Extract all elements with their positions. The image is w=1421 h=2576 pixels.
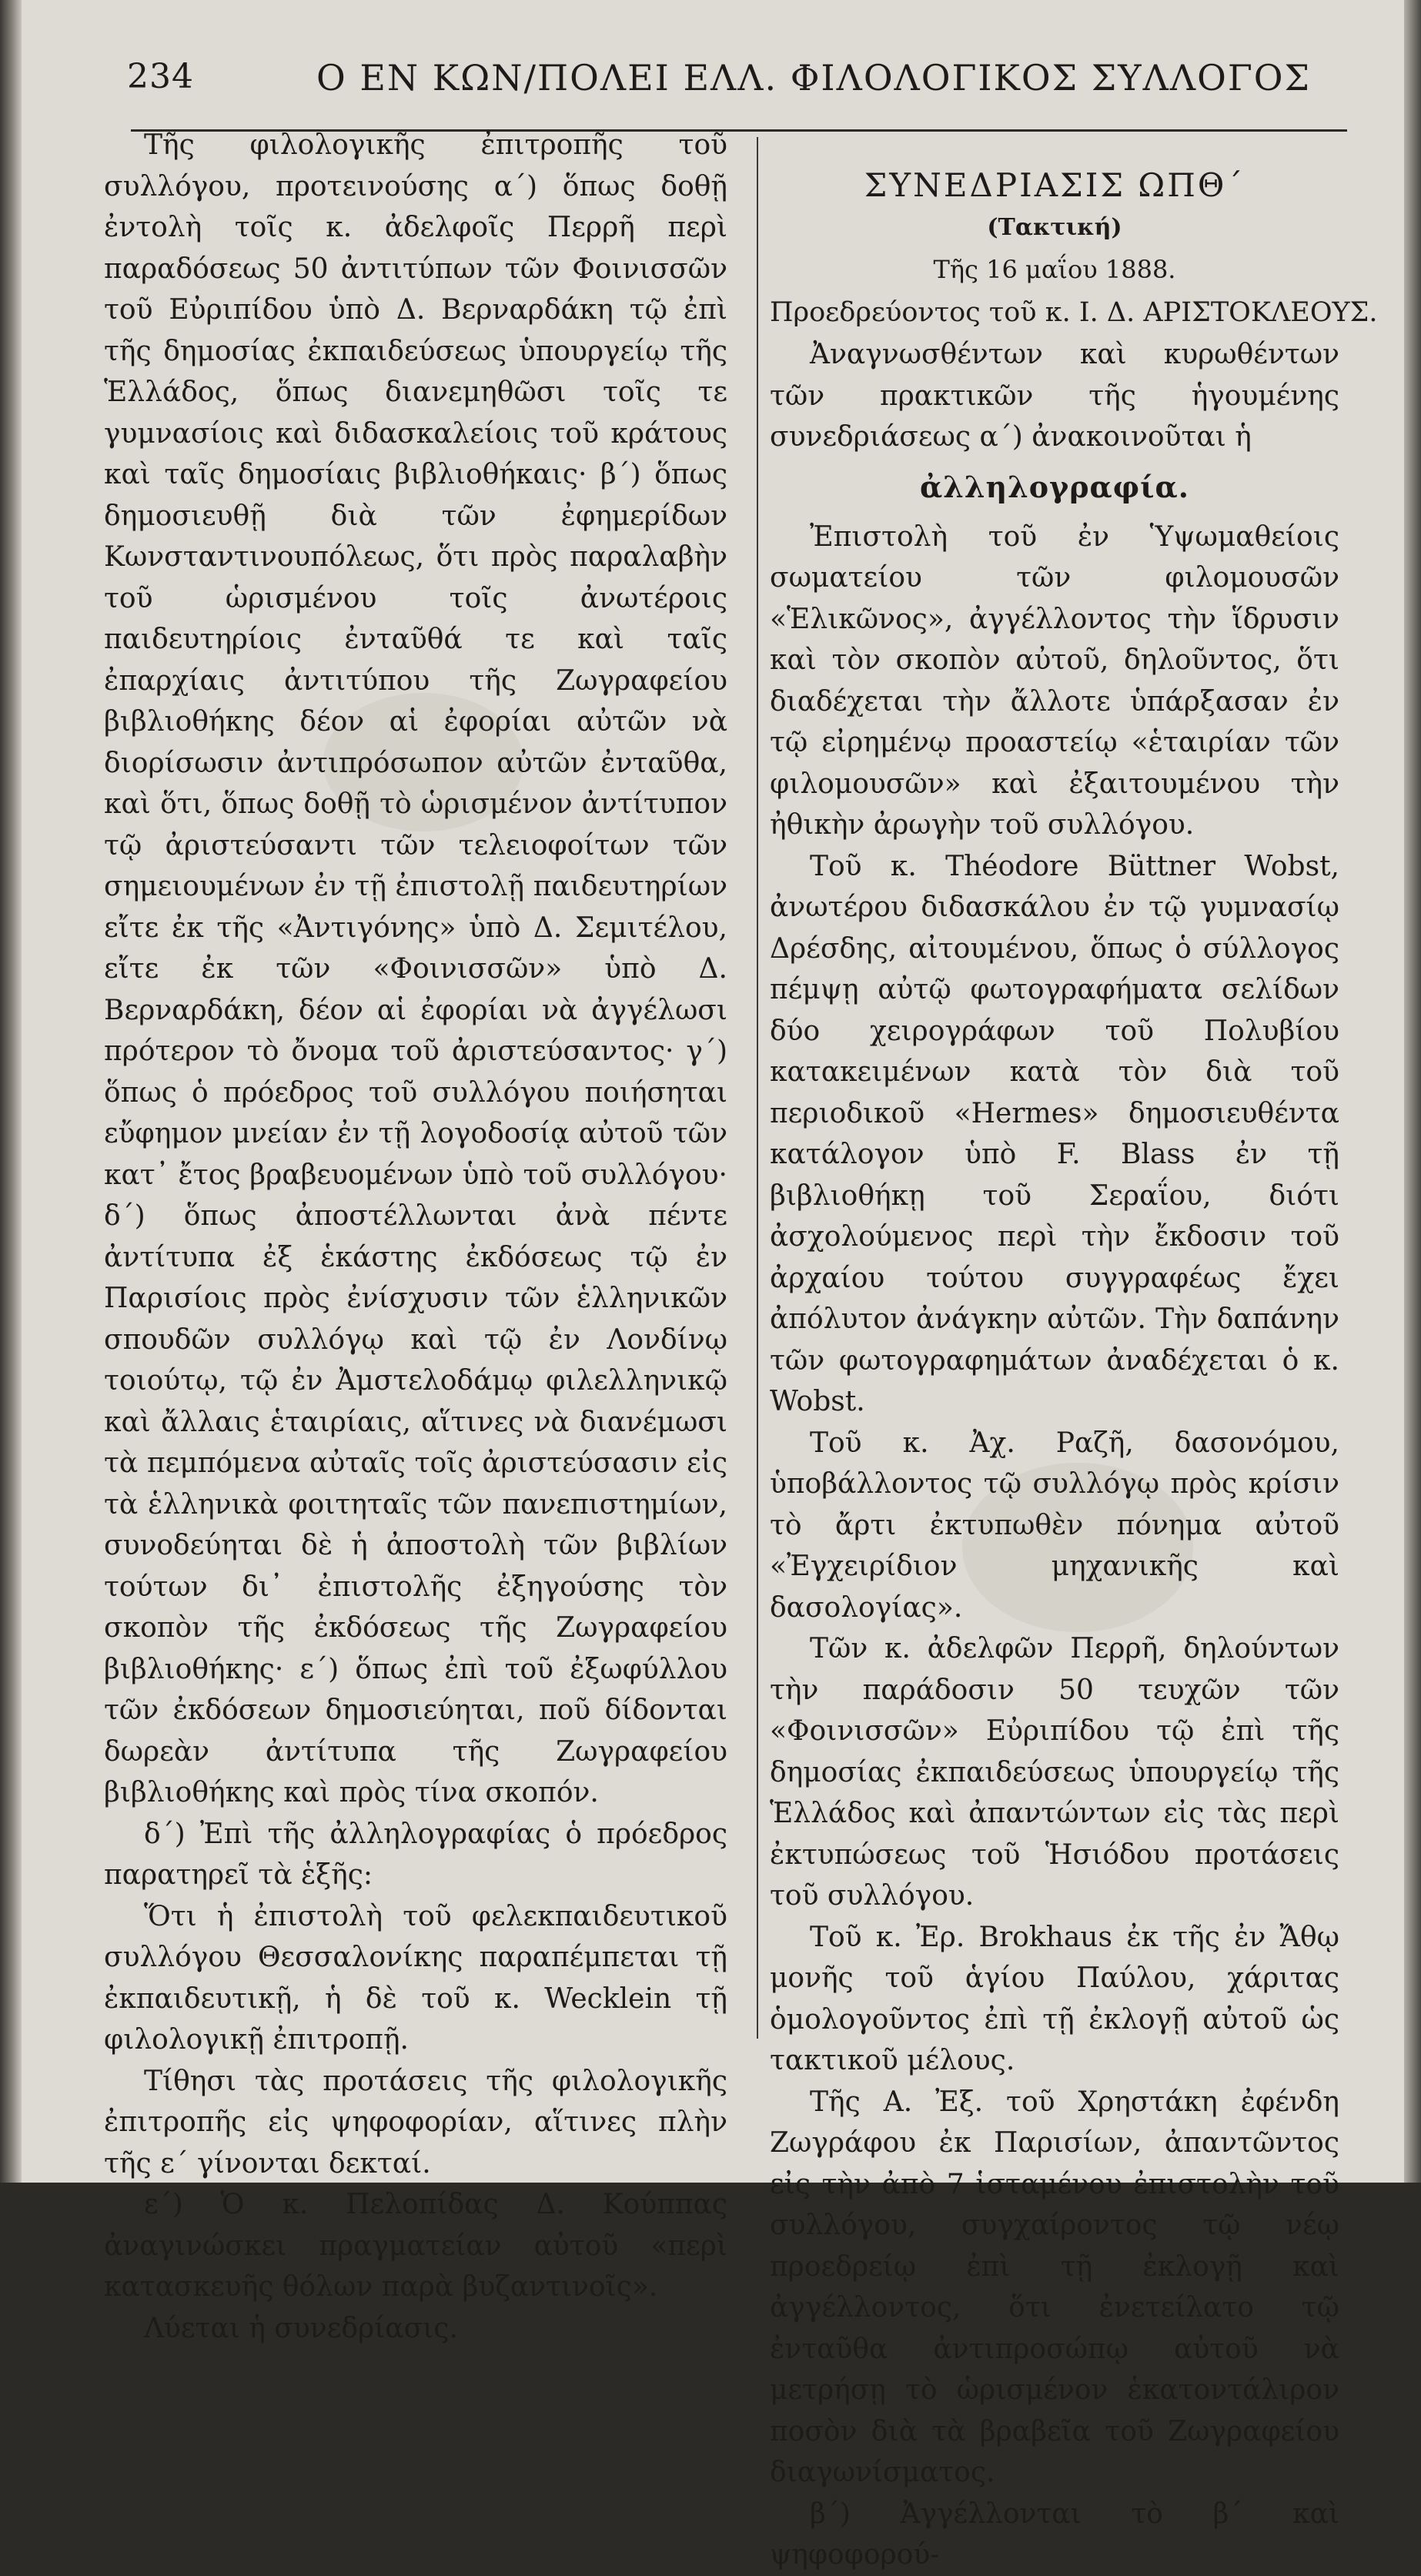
left-column xyxy=(104,125,727,2349)
running-title: Ο ΕΝ ΚΩΝ/ΠΟΛΕΙ ΕΛΛ. ΦΙΛΟΛΟΓΙΚΟΣ ΣΥΛΛΟΓΟΣ xyxy=(316,57,1311,99)
letter-paragraph: Τοῦ κ. Ἀχ. Ραζῆ, δασονόμου, ὑποβάλλοντος τῷ συλλόγῳ πρὸς κρίσιν τὸ ἄρτι ἐκτυπωθὲν πόνημα αὐτοῦ «Ἐγχειρίδιον μηχανικῆς καὶ δασολογίας». xyxy=(770,1427,1339,1624)
vote-paragraph: Τίθησι τὰς προτάσεις τῆς φιλολογικῆς ἐπιτροπῆς εἰς ψηφοφορίαν, αἵτινες πλὴν τῆς ε´ γίνονται δεκταί. xyxy=(104,2065,727,2180)
letter-paragraph: Τῆς Α. Ἐξ. τοῦ Χρηστάκη ἐφένδη Ζωγράφου ἐκ Παρισίων, ἀπαντῶντος εἰς τὴν ἀπὸ 7 ἱσταμένου ἐπιστολὴν τοῦ συλλόγου, συγχαίροντος τῷ νέῳ προεδρείῳ ἐπὶ τῇ ἐκλογῇ καὶ ἀγγέλλοντος, ὅτι ἐνετείλατο τῷ ἐνταῦθα ἀντιπροσώπῳ αὐτοῦ νὰ μετρήσῃ τὸ ὡρισμένον ἑκατοντάλιρον ποσὸν διὰ τὰ βραβεῖα τοῦ Ζωγραφείου διαγωνίσματος. xyxy=(770,2086,1339,2488)
letter-paragraph: Τῶν κ. ἀδελφῶν Περρῆ, δηλούντων τὴν παράδοσιν 50 τευχῶν τῶν «Φοινισσῶν» Εὐριπίδου τῷ ἐπὶ τῆς δημοσίας ἐκπαιδεύσεως ὑπουργείῳ τῆς Ἑλλάδος καὶ ἀπαντώντων εἰς τὰς περὶ ἐκτυπώσεως τοῦ Ἡσιόδου προτάσεις τοῦ συλλόγου. xyxy=(770,1633,1339,1912)
letter-paragraph: Ἐπιστολὴ τοῦ ἐν Ὑψωμαθείοις σωματείου τῶν φιλομουσῶν «Ἑλικῶνος», ἀγγέλλοντος τὴν ἵδρυσιν καὶ τὸν σκοπὸν αὐτοῦ, δηλοῦντος, ὅτι διαδέχεται τὴν ἄλλοτε ὑπάρξασαν ἐν τῷ εἰρημένῳ προαστείῳ «ἑταιρίαν τῶν φιλομουσῶν» καὶ ἐξαιτουμένου τὴν ἠθικὴν ἀρωγὴν τοῦ συλλόγου. xyxy=(770,520,1339,841)
letter-paragraph: β´) Ἀγγέλλονται τὸ β´ καὶ ψηφοφορού- xyxy=(770,2497,1339,2571)
presiding-line: Προεδρεύοντος τοῦ κ. Ι. Δ. ΑΡΙΣΤΟΚΛΕΟΥΣ. xyxy=(770,297,1378,328)
lecture-paragraph: ε´) Ὁ κ. Πελοπίδας Δ. Κούππας ἀναγινώσκει πραγματείαν αὐτοῦ «περὶ κατασκευῆς θόλων παρὰ βυζαντινοῖς». xyxy=(104,2189,727,2303)
page-number: 234 xyxy=(127,57,194,96)
right-column xyxy=(770,163,1378,2576)
page-edge-right xyxy=(1404,0,1421,2183)
correspondence-remark-paragraph: δ´) Ἐπὶ τῆς ἀλληλογραφίας ὁ πρόεδρος παρατηρεῖ τὰ ἑξῆς: xyxy=(104,1818,727,1891)
column-divider xyxy=(757,137,758,2039)
running-head xyxy=(127,54,1311,115)
letter-paragraph: Τοῦ κ. Ἐρ. Brokhaus ἐκ τῆς ἐν Ἄθῳ μονῆς τοῦ ἁγίου Παύλου, χάριτας ὁμολογοῦντος ἐπὶ τῇ ἐκλογῇ αὐτοῦ ὡς τακτικοῦ μέλους. xyxy=(770,1921,1339,2076)
session-date: Τῆς 16 μαΐου 1888. xyxy=(933,255,1176,284)
letter-referral-paragraph: Ὅτι ἡ ἐπιστολὴ τοῦ φελεκπαιδευτικοῦ συλλόγου Θεσσαλονίκης παραπέμπεται τῇ ἐκπαιδευτικῇ, ἡ δὲ τοῦ κ. Wecklein τῇ φιλολογικῇ ἐπιτροπῇ. xyxy=(104,1900,727,2056)
committee-proposals-paragraph: Τῆς φιλολογικῆς ἐπιτροπῆς τοῦ συλλόγου, προτεινούσης α´) ὅπως δοθῇ ἐντολὴ τοῖς κ. ἀδελφοῖς Περρῆ περὶ παραδόσεως 50 ἀντιτύπων τῶν Φοινισσῶν τοῦ Εὐριπίδου ὑπὸ Δ. Βερναρδάκη τῷ ἐπὶ τῆς δημοσίας ἐκπαιδεύσεως ὑπουργείῳ τῆς Ἑλλάδος, ὅπως διανεμηθῶσι τοῖς τε γυμνασίοις καὶ διδασκαλείοις τοῦ κράτους καὶ ταῖς δημοσίαις βιβλιοθήκαις· β´) ὅπως δημοσιευθῇ διὰ τῶν ἐφημερίδων Κωνσταντινουπόλεως, ὅτι πρὸς παραλαβὴν τοῦ ὡρισμένου τοῖς ἀνωτέροις παιδευτηρίοις ἐνταῦθά τε καὶ ταῖς ἐπαρχίαις ἀντιτύπου τῆς Ζωγραφείου βιβλιοθήκης δέον αἱ ἐφορίαι αὐτῶν νὰ διορίσωσιν ἀντιπρόσωπον αὐτῶν ἐνταῦθα, καὶ ὅτι, ὅπως δοθῇ τὸ ὡρισμένον ἀντίτυπον τῷ ἀριστεύσαντι τῶν τελειοφοίτων τῶν σημειουμένων ἐν τῇ ἐπιστολῇ παιδευτηρίων εἴτε ἐκ τῆς «Ἀντιγόνης» ὑπὸ Δ. Σεμιτέλου, εἴτε ἐκ τῶν «Φοινισσῶν» ὑπὸ Δ. Βερναρδάκη, δέον αἱ ἐφορίαι νὰ ἀγγέλωσι πρότερον τὸ ὄνομα τοῦ ἀριστεύσαντος· γ´) ὅπως ὁ πρόεδρος τοῦ συλλόγου ποιήσηται εὔφημον μνείαν ἐν τῇ λογοδοσίᾳ αὐτοῦ τῶν κατ᾽ ἔτος βραβευομένων ὑπὸ τοῦ συλλόγου· δ´) ὅπως ἀποστέλλωνται ἀνὰ πέντε ἀντίτυπα ἐξ ἑκάστης ἐκδόσεως τῷ ἐν Παρισίοις πρὸς ἐνίσχυσιν τῶν ἑλληνικῶν σπουδῶν συλλόγῳ καὶ τῷ ἐν Λονδίνῳ τοιούτῳ, τῷ ἐν Ἀμστελοδάμῳ φιλελληνικῷ καὶ ἄλλαις ἑταιρίαις, αἵτινες νὰ διανέμωσι τὰ πεμπόμενα αὐταῖς τοῖς ἀριστεύσασιν εἰς τὰ ἑλληνικὰ φοιτηταῖς τῶν πανεπιστημίων, συνοδεύηται δὲ ἡ ἀποστολὴ τῶν βιβλίων τούτων δι᾽ ἐπιστολῆς ἐξηγούσης τὸν σκοπὸν τῆς ἐκδόσεως τῆς Ζωγραφείου βιβλιοθήκης· ε´) ὅπως ἐπὶ τοῦ ἐξωφύλλου τῶν ἐκδόσεων δημοσιεύηται, ποῦ δίδονται δωρεὰν ἀντίτυπα τῆς Ζωγραφείου βιβλιοθήκης καὶ πρὸς τίνα σκοπόν. xyxy=(104,129,727,1808)
session-title: ΣΥΝΕΔΡΙΑΣΙΣ ΩΠΘ´ xyxy=(864,166,1245,204)
minutes-intro-paragraph: Ἀναγνωσθέντων καὶ κυρωθέντων τῶν πρακτικῶν τῆς ἡγουμένης συνεδριάσεως α´) ἀνακοινοῦται ἡ xyxy=(770,339,1339,453)
page-edge-left xyxy=(0,0,22,2183)
section-heading: ἀλληλογραφία. xyxy=(920,469,1189,504)
session-type: (Τακτική) xyxy=(987,214,1122,241)
adjournment-paragraph: Λύεται ἡ συνεδρίασις. xyxy=(144,2312,458,2344)
letter-paragraph: Τοῦ κ. Théodore Büttner Wobst, ἀνωτέρου διδασκάλου ἐν τῷ γυμνασίῳ Δρέσδης, αἰτουμένου, ὅπως ὁ σύλλογος πέμψῃ αὐτῷ φωτογραφήματα σελίδων δύο χειρογράφων τοῦ Πολυβίου κατακειμένων κατὰ τὸν διὰ τοῦ περιοδικοῦ «Hermes» δημοσιευθέντα κατάλογον ὑπὸ F. Blass ἐν τῇ βιβλιοθήκῃ τοῦ Σεραΐου, διότι ἀσχολούμενος περὶ τὴν ἔκδοσιν τοῦ ἀρχαίου τούτου συγγραφέως ἔχει ἀπόλυτον ἀνάγκην αὐτῶν. Τὴν δαπάνην τῶν φωτογραφημάτων ἀναδέχεται ὁ κ. Wobst. xyxy=(770,850,1339,1417)
